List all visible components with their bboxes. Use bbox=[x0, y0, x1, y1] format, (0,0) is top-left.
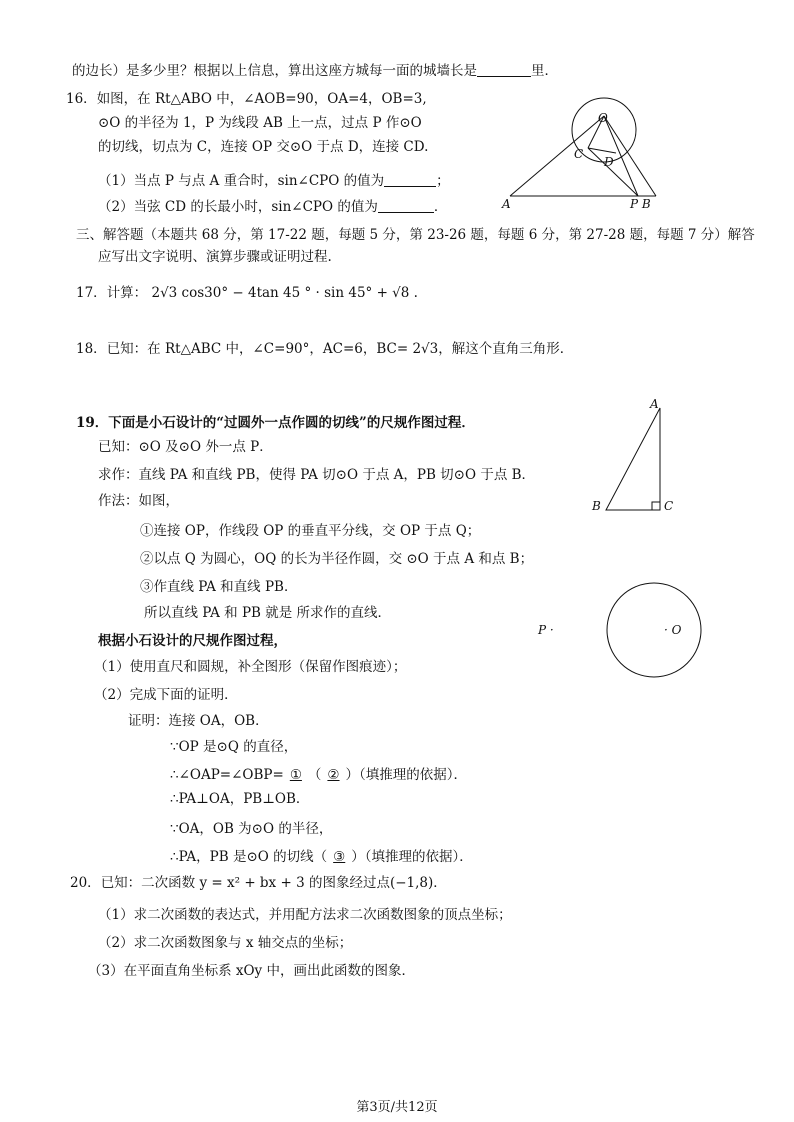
answer-blank bbox=[384, 172, 436, 187]
q16-figure bbox=[496, 96, 666, 214]
q19-proof-3: ∴∠OAP=∠OBP= ① （ ② ）（填推理的依据）． bbox=[170, 767, 468, 783]
q18-triangle-figure bbox=[588, 396, 688, 520]
q19-proof-3-end: （填推理的依据）． bbox=[359, 767, 468, 783]
q19-task: 求作：直线 PA 和直线 PB，使得 PA 切⊙O 于点 A，PB 切⊙O 于点 B． bbox=[98, 467, 536, 483]
label-b: B bbox=[592, 499, 601, 513]
q16-line-1 bbox=[66, 90, 427, 108]
q19-sub-2: （2）完成下面的证明． bbox=[94, 687, 238, 703]
q19-sub-1: （1）使用直尺和圆规，补全图形（保留作图痕迹）； bbox=[94, 659, 407, 675]
label-pb: P B bbox=[630, 197, 651, 211]
q19-step-2: ②以点 Q 为圆心，OQ 的长为半径作圆，交 ⊙O 于点 A 和点 B； bbox=[140, 551, 534, 567]
q19-step-1: ①连接 OP，作线段 OP 的垂直平分线，交 OP 于点 Q； bbox=[140, 523, 481, 539]
section3-line-2: 应写出文字说明、演算步骤或证明过程. bbox=[98, 249, 332, 265]
proof-blank-3: ③ bbox=[333, 849, 346, 865]
q16-number: 16． bbox=[66, 91, 97, 107]
q19-step-3: ③作直线 PA 和直线 PB． bbox=[140, 579, 298, 595]
label-a: A bbox=[650, 397, 659, 411]
q19-proof-4: ∴PA⊥OA，PB⊥OB． bbox=[170, 791, 310, 807]
q20-line bbox=[70, 874, 447, 892]
q18-line bbox=[76, 340, 573, 358]
q19-circle-figure bbox=[530, 580, 720, 680]
answer-blank bbox=[477, 62, 531, 77]
q19-proof-3-text: ∴∠OAP=∠OBP= bbox=[170, 767, 284, 783]
q16-text-1: 如图，在 Rt△ABO 中，∠AOB=90，OA=4，OB=3, bbox=[96, 91, 427, 107]
triangle-abc bbox=[606, 408, 660, 510]
label-d: D bbox=[604, 155, 614, 169]
q17-line bbox=[76, 284, 418, 302]
q19-known: 已知：⊙O 及⊙O 外一点 P． bbox=[98, 439, 273, 455]
q16-line-2: ⊙O 的半径为 1，P 为线段 AB 上一点，过点 P 作⊙O bbox=[98, 115, 422, 131]
section3-line-1: 三、解答题（本题共 68 分，第 17-22 题，每题 5 分，第 23-26 题，每题 6 分，第 27-28 题，每题 7 分）解答 bbox=[76, 227, 755, 243]
q16-line-3: 的切线，切点为 C，连接 OP 交⊙O 于点 D，连接 CD. bbox=[98, 139, 429, 155]
q16-sub-1-end: ； bbox=[436, 173, 450, 189]
q19-proof-6-text: ∴PA，PB 是⊙O 的切线（ bbox=[170, 849, 328, 865]
proof-blank-2: ② bbox=[327, 767, 340, 783]
q20-sub-2: （2）求二次函数图象与 x 轴交点的坐标； bbox=[98, 935, 353, 951]
q20-text: 已知：二次函数 y = x² + bx + 3 的图象经过点(−1,8)． bbox=[100, 875, 447, 891]
q19-based: 根据小石设计的尺规作图过程， bbox=[98, 633, 287, 649]
label-p: P · bbox=[538, 623, 554, 637]
label-c: C bbox=[664, 499, 674, 513]
proof-blank-1: ① bbox=[289, 767, 302, 783]
q19-conclusion: 所以直线 PA 和 PB 就是 所求作的直线． bbox=[144, 605, 392, 621]
q16-sub-2 bbox=[98, 198, 447, 216]
q19-proof-5: ∵OA，OB 为⊙O 的半径， bbox=[170, 821, 333, 837]
q16-sub-2-text: （2）当弦 CD 的长最小时，sin∠CPO 的值为 bbox=[98, 199, 378, 215]
label-o: O bbox=[598, 111, 608, 125]
q16-sub-2-end: ． bbox=[433, 199, 448, 215]
q17-text: 计算： 2√3 cos30° − 4tan 45 ° · sin 45° + √8 . bbox=[106, 285, 418, 301]
q18-text: 已知：在 Rt△ABC 中，∠C=90°，AC=6，BC= 2√3，解这个直角三角形． bbox=[106, 341, 574, 357]
q19-number: 19． bbox=[76, 415, 109, 431]
q16-sub-1 bbox=[98, 172, 450, 190]
label-c: C bbox=[574, 147, 584, 161]
continued-text: 的边长）是多少里？根据以上信息，算出这座方城每一面的城墙长是 bbox=[72, 63, 477, 79]
q19-proof-1: 证明：连接 OA，OB． bbox=[128, 713, 269, 729]
q18-number: 18． bbox=[76, 341, 107, 357]
right-angle-mark bbox=[652, 502, 660, 510]
q19-method: 作法：如图， bbox=[98, 493, 179, 509]
q20-number: 20． bbox=[70, 875, 101, 891]
segment-oa bbox=[510, 116, 604, 196]
label-o: · O bbox=[664, 623, 682, 637]
continued-text-end: 里． bbox=[531, 63, 558, 79]
q19-title-line bbox=[76, 414, 475, 432]
q16-sub-1-text: （1）当点 P 与点 A 重合时，sin∠CPO 的值为 bbox=[98, 173, 385, 189]
q20-sub-3: （3）在平面直角坐标系 xOy 中，画出此函数的图象． bbox=[88, 963, 415, 979]
page-footer: 第3页/共12页 bbox=[356, 1100, 438, 1115]
q19-proof-2: ∵OP 是⊙Q 的直径， bbox=[170, 739, 298, 755]
continued-question-line bbox=[72, 62, 558, 80]
q19-proof-6-end: ）（填推理的依据）． bbox=[351, 849, 473, 865]
q19-title: 下面是小石设计的“过圆外一点作圆的切线”的尺规作图过程． bbox=[108, 415, 475, 431]
circle-o bbox=[607, 583, 701, 677]
q19-proof-6 bbox=[170, 848, 473, 866]
answer-blank bbox=[378, 198, 434, 213]
q20-sub-1: （1）求二次函数的表达式，并用配方法求二次函数图象的顶点坐标； bbox=[98, 907, 512, 923]
q17-number: 17． bbox=[76, 285, 107, 301]
label-a: A bbox=[502, 197, 511, 211]
